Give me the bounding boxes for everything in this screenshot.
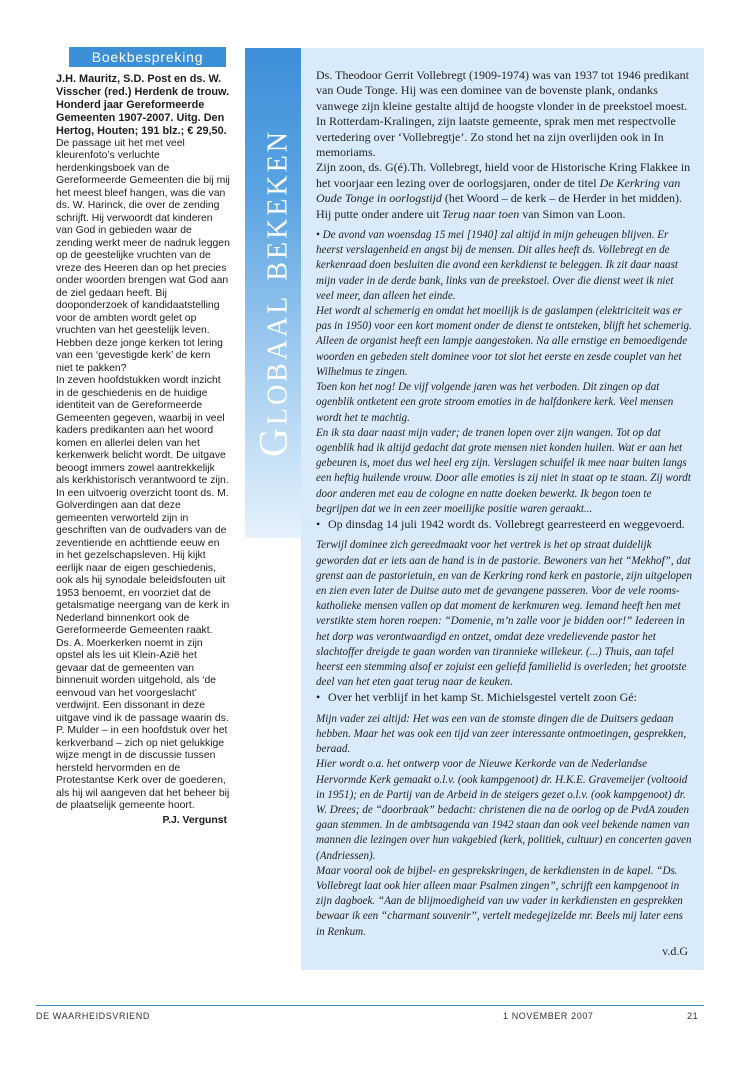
- bullet-arrest: • Op dinsdag 14 juli 1942 wordt ds. Vollebregt gearresteerd en weggevoerd.: [316, 516, 685, 531]
- review-title: J.H. Mauritz, S.D. Post en ds. W. Visscher (red.) Herdenk de trouw. Honderd jaar Gereformeerde Gemeenten 1907-2007. Uitg. Den Hertog, Houten; 191 blz.; € 29,50.: [56, 73, 230, 137]
- bullet-camp: • Over het verblijf in het kamp St. Michielsgestel vertelt zoon Gé:: [316, 690, 637, 705]
- footer-rule: [36, 1005, 704, 1006]
- article-signature: v.d.G: [662, 943, 688, 958]
- section-label: Boekbespreking: [69, 47, 226, 67]
- review-body: De passage uit het met veel kleurenfoto’s verluchte herdenkingsboek van de Gereformeerde Gemeenten die bij mij het meest bleef hangen, was die van ds. W. Harinck, die over de zending schrijft. Hij verwoordt dat kinderen van God in gebieden waar de zending werkt meer de nadruk leggen op de geestelijke vruchten van de vreze des Heeren dan op het precies onder woorden brengen wat God aan de ziel gedaan heeft. Bij dooponderzoek of kandidaatstelling voor de ambten wordt gelet op vruchten van het geestelijk leven. Hebben deze jonge kerken tot lering van een ‘gevestigde kerk’ de kern niet te pakken? In zeven hoofdstukken wordt inzicht in de geschiedenis en de huidige identiteit van de Gereformeerde Gemeenten gegeven, waarbij in veel kaders predikanten aan het woord komen en allerlei delen van het kerkenwerk belicht wordt. De uitgave beoogt immers zowel aantrekkelijk als kerkhistorisch verantwoord te zijn. In een uitvoerig overzicht toont ds. M. Golverdingen aan dat deze gemeenten verworteld zijn in geschriften van de oudvaders van de zeventiende en achttiende eeuw en in het gezelschapsleven. Hij kijkt eerlijk naar de eigen geschiedenis, ook als hij synodale beleidsfouten uit 1953 benoemt, en voorziet dat de getalsmatige neergang van de kerk in Nederland binnenkort ook de Gereformeerde Gemeenten raakt. Ds. A. Moerkerken noemt in zijn opstel als les uit Klein-Azië het gevaar dat de gemeenten van binnenuit worden uitgehold, als ‘de eenvoud van het voorgeslacht’ verdwijnt. Een dissonant in deze uitgave vind ik de passage waarin ds. P. Mulder – in een hoofdstuk over het kerkverband – zich op niet gelukkige wijze mengt in de discussie tussen hersteld hervormden en de Protestantse Kerk over de goederen, als hij wil aangeven dat het beheer bij de plaatselijk gemeente hoort.: [56, 137, 230, 812]
- intro-paragraph-2: Zijn zoon, ds. G(é).Th. Vollebregt, hield voor de Historische Kring Flakkee in het voorjaar een lezing over de oorlogsjaren, onder de titel De Kerkring van Oude Tonge in oorlogstijd (het Woord – de kerk – de Herder in het midden). Hij putte onder andere uit Terug naar toen van Simon van Loon.: [316, 160, 691, 221]
- quote-block-3: Mijn vader zei altijd: Het was een van de stomste dingen die de Duitsers gedaan hebben. Maar het was ook een tijd van zeer interessante ontmoetingen, gesprekken, beraad. Hier wordt o.a. het ontwerp voor de Nieuwe Kerkorde van de Nederlandse Hervormde Kerk gemaakt o.l.v. (ook kampgenoot) dr. H.K.E. Gravemeijer (voltooid in 1951); en de Partij van de Arbeid in de steigers gezet o.l.v. (ook kampgenoot) dr. W. Drees; de “doorbraak” bedacht: christenen die na de oorlog op de PvdA zouden gaan stemmen. In de ambtsagenda van 1942 staan dan ook veel bekende namen van mannen die lezingen over hun vakgebied (kerk, politiek, cultuur) en concerten gaven (Andriessen). Maar vooral ook de bijbel- en gesprekskringen, de kerkdiensten in de kapel. “Ds. Vollebregt laat ook hier alleen maar Psalmen zingen”, schrijft een kampgenoot in zijn dagboek. “Aan de blijmoedigheid van uw vader in kerkdiensten en gesprekken bewaar ik een “charmant souvenir”, vertelt medegejizelde mr. Beels mij later eens in Renkum.: [316, 712, 692, 938]
- article-text: [316, 68, 694, 959]
- page-number: 21: [687, 1011, 699, 1021]
- issue-date: 1 NOVEMBER 2007: [503, 1011, 594, 1021]
- book-review: [56, 73, 230, 827]
- column-banner: [245, 48, 301, 538]
- review-author: P.J. Vergunst: [162, 814, 227, 826]
- quote-block-2: Terwijl dominee zich gereedmaakt voor het vertrek is het op straat duidelijk geworden dat er iets aan de hand is in de pastorie. Bewoners van het “Mekhof”, dat grenst aan de pastorietuin, en van de Kerkring rond kerk en pastorie, zijn uitgelopen en zien even later de Duitse auto met de gevangene passeren. Voor de vele rooms-katholieke mensen vallen op dat moment de kerkmuren weg. Iemand heeft hen met verstikte stem horen roepen: “Domenie, m’n zalle voor je bidden oor!” Iedereen in het dorp was verontwaardigd en ontzet, omdat deze vredelievende pastor het slachtoffer dreigde te gaan worden van tirannieke willekeur. (...) Thuis, aan tafel heerst een stemming alsof er zojuist een geliefd familielid is overleden; het grootste deel van het eten gaat terug naar de keuken.: [316, 539, 693, 689]
- banner-title: Globaal bekeken: [250, 128, 296, 458]
- intro-paragraph: Ds. Theodoor Gerrit Vollebregt (1909-1974) was van 1937 tot 1946 predikant van Oude Tonge. Hij was een dominee van de bovenste plank, ondanks vanwege zijn kleine gestalte altijd de hoogste vlonder in de preekstoel moest. In Rotterdam-Kralingen, zijn laatste gemeente, sprak men met respectvolle vertedering over ‘Vollebregtje’. Zo stond het na zijn overlijden ook in In memoriams.: [316, 68, 689, 160]
- lecture-title: De Kerkring van Oude Tonge in oorlogstijd: [316, 175, 681, 206]
- article-panel: [301, 48, 704, 970]
- magazine-name: DE WAARHEIDSVRIEND: [36, 1011, 150, 1021]
- quote-block-1: • De avond van woensdag 15 mei [1940] zal altijd in mijn geheugen blijven. Er heerst verslagenheid en angst bij de mensen. Dit alles heeft ds. Vollebregt en de kerkenraad doen besluiten die avond een kerkdienst te beleggen. Ik zit daar naast mijn vader in de derde bank, links van de preekstoel. Over die dienst weet ik niet veel meer, dan alleen het einde. Het wordt al schemerig en omdat het moeilijk is de gaslampen (elektriciteit was er pas in 1950) voor een kort moment onder de dienst te ontsteken, blijft het schemerig. Alleen de organist heeft een lampje aangestoken. Na alle ernstige en bemoedigende woorden en gebeden stelt dominee voor tot slot het eerste en zesde couplet van het Wilhelmus te zingen. Toen kon het nog! De vijf volgende jaren was het verboden. Dit zingen op dat ogenblik ontketent een grote stroom emoties in de halfdonkere kerk. Veel mensen wordt het te machtig. En ik sta daar naast mijn vader; de tranen lopen over zijn wangen. Tot op dat ogenblik had ik altijd gedacht dat grote mensen niet konden huilen. Wat er aan het gebeuren is, moet dus wel heel erg zijn. Verslagen schuifel ik mee naar buiten langs een heftig huilende vrouw. Door alle emoties is zij niet in staat op te staan. Zij wordt door anderen met eau de cologne en natte doeken bewerkt. Ik begon toen te begrijpen dat we in een zeer moeilijke positie waren geraakt...: [316, 229, 692, 515]
- source-title: Terug naar toen: [442, 206, 520, 221]
